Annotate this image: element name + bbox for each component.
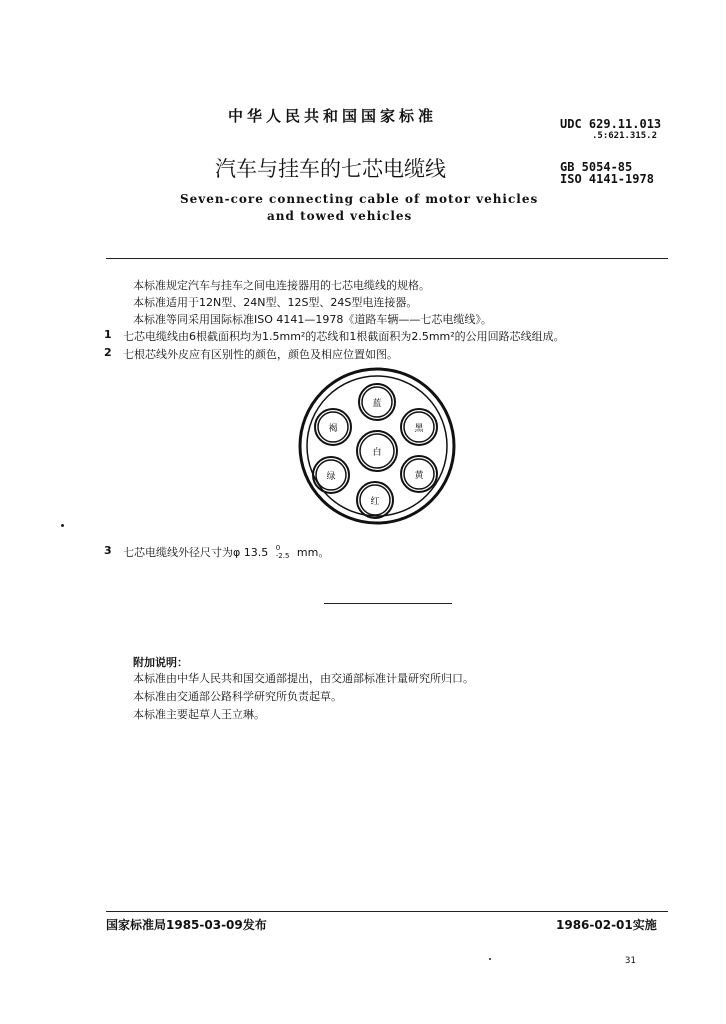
udc-code-line2: .5:621.315.2 [592, 131, 658, 141]
core-label-lower-right: 黄 [414, 471, 424, 481]
notes-line: 本标准主要起草人王立琳。 [133, 708, 265, 721]
notes-heading: 附加说明： [133, 656, 188, 669]
core-center [357, 431, 397, 471]
core-lower-left [313, 457, 349, 493]
cable-cross-section-diagram [297, 366, 457, 526]
tolerance-lower: -2.5 [275, 552, 290, 560]
issue-date: 国家标准局1985-03-09发布 [106, 918, 267, 932]
core-bottom [357, 482, 393, 518]
effective-date: 1986-02-01实施 [556, 918, 657, 932]
clause-number: 3 [104, 544, 112, 557]
core-lower-right [401, 456, 437, 492]
core-upper-left [315, 409, 351, 445]
core-upper-right [401, 409, 437, 445]
clause-3-prefix: 七芯电缆线外径尺寸为φ 13.5 [123, 546, 269, 559]
tolerance-upper: 0 [275, 544, 281, 552]
gb-code: GB 5054-85 [560, 160, 633, 174]
scan-speck [489, 958, 491, 960]
core-label-upper-right: 黑 [414, 424, 424, 434]
section-end-rule [324, 603, 452, 604]
core-label-bottom: 红 [370, 497, 380, 507]
cable-inner-sheath [307, 376, 447, 516]
tolerance [276, 544, 290, 560]
core-label-upper-left: 褐 [328, 424, 338, 434]
iso-code: ISO 4141-1978 [560, 172, 654, 186]
core-label-center: 白 [372, 448, 382, 458]
intro-paragraph: 本标准等同采用国际标准ISO 4141—1978《道路车辆——七芯电缆线》。 [133, 313, 492, 326]
page-number: 31 [625, 956, 636, 966]
scan-speck [61, 524, 64, 527]
clause-3-text [123, 544, 329, 561]
core-label-lower-left: 绿 [326, 472, 336, 482]
intro-paragraph: 本标准规定汽车与挂车之间电连接器用的七芯电缆线的规格。 [133, 279, 430, 292]
clause-3-unit: mm。 [296, 546, 330, 559]
standard-type-heading: 中华人民共和国国家标准 [228, 107, 438, 125]
notes-line: 本标准由交通部公路科学研究所负责起草。 [133, 690, 342, 703]
clause-text: 七芯电缆线由6根截面积均为1.5mm²的芯线和1根截面积为2.5mm²的公用回路芯线组成。 [123, 330, 565, 343]
header-divider [106, 258, 668, 259]
footer-divider [106, 911, 668, 912]
core-top [359, 384, 395, 420]
document-title-cn: 汽车与挂车的七芯电缆线 [215, 157, 446, 181]
core-label-top: 蓝 [372, 399, 382, 409]
notes-line: 本标准由中华人民共和国交通部提出，由交通部标准计量研究所归口。 [133, 672, 474, 685]
intro-paragraph: 本标准适用于12N型、24N型、12S型、24S型电连接器。 [133, 296, 418, 309]
clause-number: 2 [104, 346, 112, 359]
document-title-en-line1: Seven-core connecting cable of motor vehicles [180, 192, 539, 206]
clause-number: 1 [104, 328, 112, 341]
document-title-en-line2: and towed vehicles [267, 209, 413, 223]
clause-text: 七根芯线外皮应有区别性的颜色，颜色及相应位置如图。 [123, 348, 398, 361]
udc-code-line1: UDC 629.11.013 [560, 117, 662, 131]
